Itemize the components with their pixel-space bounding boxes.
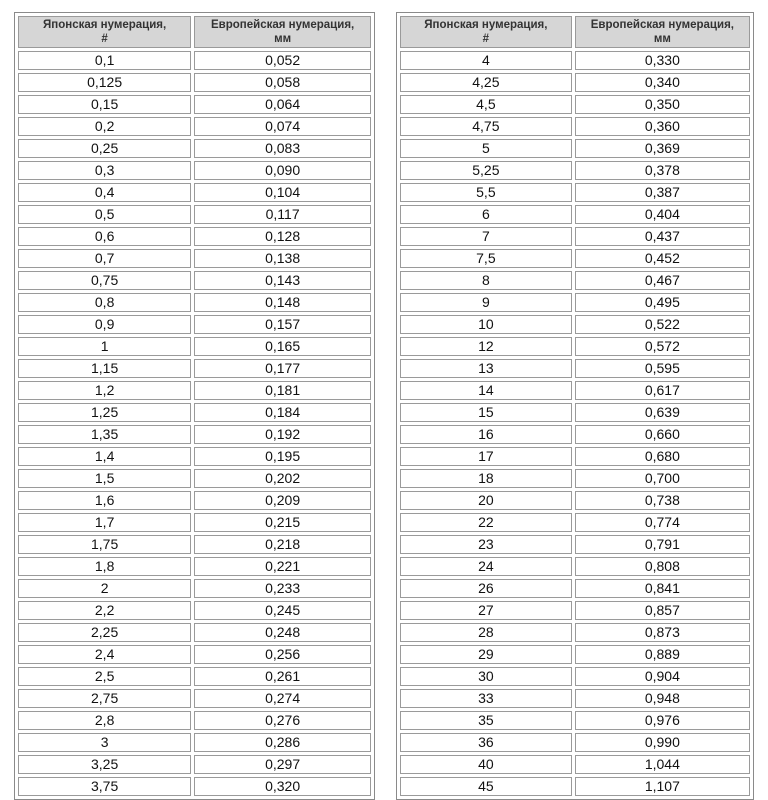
header-japanese	[400, 16, 572, 48]
table-row	[18, 447, 371, 466]
european-size-cell: 0,700	[575, 469, 750, 488]
european-size-cell: 0,221	[194, 557, 371, 576]
japanese-size-cell: 3,75	[18, 777, 191, 796]
european-size-cell: 0,202	[194, 469, 371, 488]
table-row	[400, 513, 750, 532]
european-size-cell: 0,378	[575, 161, 750, 180]
japanese-size-cell: 5,5	[400, 183, 572, 202]
table-row	[400, 491, 750, 510]
japanese-size-cell: 15	[400, 403, 572, 422]
japanese-size-cell: 0,5	[18, 205, 191, 224]
header-japanese	[18, 16, 191, 48]
table-row	[400, 117, 750, 136]
japanese-size-cell: 4	[400, 51, 572, 70]
japanese-size-cell: 45	[400, 777, 572, 796]
table-row	[400, 645, 750, 664]
european-size-cell: 0,052	[194, 51, 371, 70]
european-size-cell: 0,128	[194, 227, 371, 246]
european-size-cell: 0,157	[194, 315, 371, 334]
japanese-size-cell: 36	[400, 733, 572, 752]
header-european-line2: мм	[274, 33, 292, 45]
japanese-size-cell: 7	[400, 227, 572, 246]
japanese-size-cell: 24	[400, 557, 572, 576]
header-european-line1: Европейская нумерация,	[211, 19, 355, 31]
table-row	[18, 491, 371, 510]
japanese-size-cell: 0,4	[18, 183, 191, 202]
japanese-size-cell: 14	[400, 381, 572, 400]
table-row	[18, 557, 371, 576]
european-size-cell: 0,948	[575, 689, 750, 708]
table-row	[400, 183, 750, 202]
japanese-size-cell: 27	[400, 601, 572, 620]
european-size-cell: 0,090	[194, 161, 371, 180]
european-size-cell: 0,274	[194, 689, 371, 708]
european-size-cell: 0,261	[194, 667, 371, 686]
table-row	[400, 271, 750, 290]
japanese-size-cell: 2,75	[18, 689, 191, 708]
table-row	[18, 337, 371, 356]
european-size-cell: 0,181	[194, 381, 371, 400]
european-size-cell: 0,143	[194, 271, 371, 290]
japanese-size-cell: 2,5	[18, 667, 191, 686]
japanese-size-cell: 1,35	[18, 425, 191, 444]
european-size-cell: 0,083	[194, 139, 371, 158]
japanese-size-cell: 10	[400, 315, 572, 334]
japanese-size-cell: 18	[400, 469, 572, 488]
japanese-size-cell: 4,5	[400, 95, 572, 114]
conversion-table-right	[396, 12, 754, 800]
table-row	[18, 95, 371, 114]
japanese-size-cell: 1	[18, 337, 191, 356]
table-row	[400, 425, 750, 444]
japanese-size-cell: 20	[400, 491, 572, 510]
japanese-size-cell: 9	[400, 293, 572, 312]
japanese-size-cell: 5,25	[400, 161, 572, 180]
japanese-size-cell: 16	[400, 425, 572, 444]
european-size-cell: 0,184	[194, 403, 371, 422]
table-row	[400, 711, 750, 730]
european-size-cell: 0,117	[194, 205, 371, 224]
table-row	[18, 205, 371, 224]
table-row	[400, 601, 750, 620]
european-size-cell: 0,680	[575, 447, 750, 466]
table-row	[18, 139, 371, 158]
european-size-cell: 0,404	[575, 205, 750, 224]
japanese-size-cell: 29	[400, 645, 572, 664]
european-size-cell: 0,595	[575, 359, 750, 378]
table-row	[400, 249, 750, 268]
european-size-cell: 0,218	[194, 535, 371, 554]
table-row	[18, 689, 371, 708]
japanese-size-cell: 0,15	[18, 95, 191, 114]
japanese-size-cell: 7,5	[400, 249, 572, 268]
european-size-cell: 0,990	[575, 733, 750, 752]
japanese-size-cell: 2,2	[18, 601, 191, 620]
table-row	[400, 161, 750, 180]
european-size-cell: 1,044	[575, 755, 750, 774]
table-row	[18, 227, 371, 246]
table-row	[18, 183, 371, 202]
japanese-size-cell: 0,1	[18, 51, 191, 70]
table-row	[400, 777, 750, 796]
table-row	[18, 161, 371, 180]
european-size-cell: 0,276	[194, 711, 371, 730]
header-european	[194, 16, 371, 48]
japanese-size-cell: 1,7	[18, 513, 191, 532]
table-row	[400, 689, 750, 708]
european-size-cell: 0,195	[194, 447, 371, 466]
european-size-cell: 0,165	[194, 337, 371, 356]
table-row	[18, 711, 371, 730]
european-size-cell: 0,738	[575, 491, 750, 510]
european-size-cell: 0,976	[575, 711, 750, 730]
table-row	[18, 73, 371, 92]
table-row	[18, 535, 371, 554]
table-row	[18, 469, 371, 488]
header-japanese-line2: #	[101, 33, 108, 45]
japanese-size-cell: 13	[400, 359, 572, 378]
european-size-cell: 0,058	[194, 73, 371, 92]
table-row	[400, 227, 750, 246]
european-size-cell: 0,215	[194, 513, 371, 532]
table-row	[18, 403, 371, 422]
japanese-size-cell: 0,25	[18, 139, 191, 158]
european-size-cell: 0,467	[575, 271, 750, 290]
japanese-size-cell: 0,3	[18, 161, 191, 180]
japanese-size-cell: 0,7	[18, 249, 191, 268]
table-row	[400, 139, 750, 158]
table-row	[400, 359, 750, 378]
european-size-cell: 0,360	[575, 117, 750, 136]
european-size-cell: 0,387	[575, 183, 750, 202]
european-size-cell: 0,437	[575, 227, 750, 246]
european-size-cell: 0,064	[194, 95, 371, 114]
table-row	[18, 513, 371, 532]
table-row	[400, 315, 750, 334]
table-row	[18, 315, 371, 334]
japanese-size-cell: 1,25	[18, 403, 191, 422]
header-japanese-line2: #	[482, 33, 490, 45]
japanese-size-cell: 2,8	[18, 711, 191, 730]
table-row	[18, 51, 371, 70]
table-row	[18, 293, 371, 312]
european-size-cell: 0,177	[194, 359, 371, 378]
table-row	[18, 733, 371, 752]
european-size-cell: 0,660	[575, 425, 750, 444]
header-european	[575, 16, 750, 48]
european-size-cell: 1,107	[575, 777, 750, 796]
japanese-size-cell: 33	[400, 689, 572, 708]
european-size-cell: 0,369	[575, 139, 750, 158]
european-size-cell: 0,330	[575, 51, 750, 70]
european-size-cell: 0,350	[575, 95, 750, 114]
european-size-cell: 0,639	[575, 403, 750, 422]
japanese-size-cell: 2,25	[18, 623, 191, 642]
header-european-line2: мм	[653, 33, 671, 45]
japanese-size-cell: 26	[400, 579, 572, 598]
japanese-size-cell: 0,6	[18, 227, 191, 246]
header-european-line1: Европейская нумерация,	[590, 19, 734, 31]
european-size-cell: 0,138	[194, 249, 371, 268]
japanese-size-cell: 8	[400, 271, 572, 290]
european-size-cell: 0,841	[575, 579, 750, 598]
table-row	[400, 293, 750, 312]
table-row	[18, 117, 371, 136]
japanese-size-cell: 0,9	[18, 315, 191, 334]
table-row	[18, 623, 371, 642]
japanese-size-cell: 1,2	[18, 381, 191, 400]
table-row	[18, 271, 371, 290]
japanese-size-cell: 3,25	[18, 755, 191, 774]
japanese-size-cell: 28	[400, 623, 572, 642]
japanese-size-cell: 0,2	[18, 117, 191, 136]
table-row	[400, 51, 750, 70]
japanese-size-cell: 40	[400, 755, 572, 774]
table-row	[18, 249, 371, 268]
japanese-size-cell: 30	[400, 667, 572, 686]
european-size-cell: 0,873	[575, 623, 750, 642]
japanese-size-cell: 1,6	[18, 491, 191, 510]
european-size-cell: 0,286	[194, 733, 371, 752]
japanese-size-cell: 1,75	[18, 535, 191, 554]
japanese-size-cell: 1,5	[18, 469, 191, 488]
table-row	[400, 403, 750, 422]
japanese-size-cell: 1,4	[18, 447, 191, 466]
table-row	[18, 381, 371, 400]
european-size-cell: 0,572	[575, 337, 750, 356]
european-size-cell: 0,233	[194, 579, 371, 598]
japanese-size-cell: 1,8	[18, 557, 191, 576]
european-size-cell: 0,248	[194, 623, 371, 642]
european-size-cell: 0,104	[194, 183, 371, 202]
table-row	[400, 469, 750, 488]
table-row	[400, 447, 750, 466]
japanese-size-cell: 2	[18, 579, 191, 598]
european-size-cell: 0,256	[194, 645, 371, 664]
header-japanese-line1: Японская нумерация,	[424, 19, 548, 31]
table-row	[18, 755, 371, 774]
japanese-size-cell: 4,75	[400, 117, 572, 136]
european-size-cell: 0,192	[194, 425, 371, 444]
table-row	[400, 579, 750, 598]
table-row	[18, 777, 371, 796]
table-row	[400, 535, 750, 554]
european-size-cell: 0,774	[575, 513, 750, 532]
japanese-size-cell: 6	[400, 205, 572, 224]
european-size-cell: 0,889	[575, 645, 750, 664]
table-row	[400, 95, 750, 114]
table-row	[400, 733, 750, 752]
table-row	[400, 205, 750, 224]
japanese-size-cell: 23	[400, 535, 572, 554]
header-japanese-line1: Японская нумерация,	[43, 19, 167, 31]
japanese-size-cell: 22	[400, 513, 572, 532]
table-row	[400, 381, 750, 400]
japanese-size-cell: 3	[18, 733, 191, 752]
table-row	[18, 359, 371, 378]
european-size-cell: 0,074	[194, 117, 371, 136]
european-size-cell: 0,617	[575, 381, 750, 400]
japanese-size-cell: 12	[400, 337, 572, 356]
table-row	[400, 557, 750, 576]
japanese-size-cell: 35	[400, 711, 572, 730]
european-size-cell: 0,452	[575, 249, 750, 268]
european-size-cell: 0,904	[575, 667, 750, 686]
table-row	[400, 623, 750, 642]
japanese-size-cell: 2,4	[18, 645, 191, 664]
european-size-cell: 0,791	[575, 535, 750, 554]
european-size-cell: 0,320	[194, 777, 371, 796]
european-size-cell: 0,209	[194, 491, 371, 510]
japanese-size-cell: 5	[400, 139, 572, 158]
table-row	[400, 337, 750, 356]
table-row	[18, 425, 371, 444]
conversion-table-left	[14, 12, 375, 800]
table-body-left	[18, 51, 371, 796]
japanese-size-cell: 4,25	[400, 73, 572, 92]
japanese-size-cell: 0,8	[18, 293, 191, 312]
table-row	[400, 667, 750, 686]
table-body-right	[400, 51, 750, 796]
japanese-size-cell: 1,15	[18, 359, 191, 378]
table-row	[18, 601, 371, 620]
japanese-size-cell: 17	[400, 447, 572, 466]
table-row	[18, 667, 371, 686]
table-row	[400, 755, 750, 774]
japanese-size-cell: 0,125	[18, 73, 191, 92]
european-size-cell: 0,340	[575, 73, 750, 92]
european-size-cell: 0,495	[575, 293, 750, 312]
table-row	[400, 73, 750, 92]
european-size-cell: 0,148	[194, 293, 371, 312]
header-row	[400, 16, 750, 48]
table-row	[18, 579, 371, 598]
european-size-cell: 0,245	[194, 601, 371, 620]
european-size-cell: 0,522	[575, 315, 750, 334]
header-row	[18, 16, 371, 48]
european-size-cell: 0,297	[194, 755, 371, 774]
european-size-cell: 0,808	[575, 557, 750, 576]
table-row	[18, 645, 371, 664]
european-size-cell: 0,857	[575, 601, 750, 620]
japanese-size-cell: 0,75	[18, 271, 191, 290]
